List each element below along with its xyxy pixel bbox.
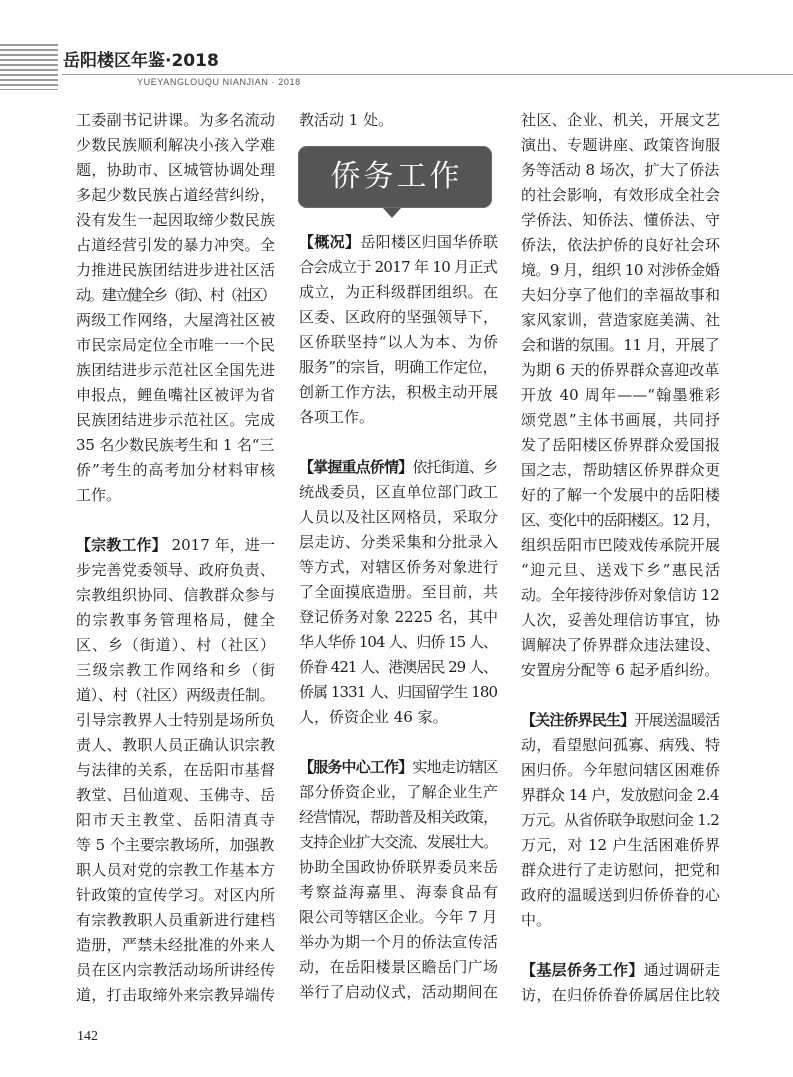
paragraph-heading: 【关注侨界民生】 — [521, 711, 635, 729]
text-line — [521, 958, 720, 983]
text-line — [521, 858, 720, 883]
text-line — [521, 308, 720, 333]
text-line — [299, 305, 498, 330]
line-text: 限公司等辖区企业。今年 7 月 — [299, 908, 498, 926]
line-text: 举行了启动仪式，活动期间在 — [299, 983, 498, 1001]
line-text: 民族团结进步示范社区。完成 — [76, 411, 275, 429]
line-text: 境。9 月，组织 10 对涉侨金婚 — [521, 261, 720, 279]
text-column-3 — [521, 108, 720, 1008]
line-text: 道）、村（社区）两级责任制。 — [76, 686, 275, 704]
line-text: 岳阳楼区归国华侨联 — [360, 233, 498, 251]
line-text: 好的了解一个发展中的岳阳楼 — [521, 486, 720, 504]
line-text: “迎元旦、送戏下乡”惠民活 — [521, 561, 720, 579]
text-line — [299, 680, 498, 705]
text-line — [521, 883, 720, 908]
line-text: 经营情况，帮助普及相关政策， — [299, 808, 498, 826]
text-line — [76, 758, 275, 783]
line-text: 市民宗局定位全市唯一一个民 — [76, 336, 275, 354]
text-line — [299, 905, 498, 930]
text-line — [76, 983, 275, 1008]
text-line — [521, 633, 720, 658]
line-text: 社区、企业、机关，开展文艺 — [521, 111, 720, 129]
text-line — [521, 533, 720, 558]
line-text: 教活动 1 处。 — [299, 111, 394, 129]
line-text: 界群众 14 户，发放慰问金 2.4 — [521, 786, 720, 804]
line-text: 访，在归侨侨眷侨属居住比较 — [521, 986, 720, 1004]
line-text: 协助全国政协侨联界委员来岳 — [299, 858, 498, 876]
text-line — [299, 780, 498, 805]
paragraph — [76, 533, 275, 1008]
line-text: 为期 6 天的侨界群众喜迎改革 — [521, 361, 720, 379]
text-line — [76, 658, 275, 683]
text-line — [76, 358, 275, 383]
line-text: 等方式，对辖区侨务对象进行 — [299, 558, 498, 576]
paragraph-heading: 【掌握重点侨情】 — [299, 458, 413, 476]
line-text: 演出、专题讲座、政策咨询服 — [521, 136, 720, 154]
line-text: 道，打击取缔外来宗教异端传 — [76, 986, 275, 1004]
line-text: 万元。从省侨联争取慰问金 1.2 — [521, 811, 720, 829]
text-line — [76, 733, 275, 758]
text-line — [521, 183, 720, 208]
line-text: 发了岳阳楼区侨界群众爱国报 — [521, 436, 720, 454]
line-text: 侨法，依法护侨的良好社会环 — [521, 236, 720, 254]
line-text: 国之志，帮助辖区侨界群众更 — [521, 461, 720, 479]
text-line — [76, 583, 275, 608]
paragraph — [299, 755, 498, 1005]
line-text: 区、乡（街道）、村（社区） — [76, 636, 275, 654]
text-line — [521, 583, 720, 608]
line-text: 两级工作网络，大屋湾社区被 — [76, 311, 275, 329]
text-line — [521, 408, 720, 433]
text-line — [299, 530, 498, 555]
line-text: 考察益海嘉里、海泰食品有 — [299, 883, 498, 901]
line-text: 实地走访辖区 — [412, 758, 498, 776]
text-line — [299, 455, 498, 480]
line-text: 申报点，鲤鱼嘴社区被评为省 — [76, 386, 275, 404]
text-line — [299, 705, 498, 730]
text-line — [76, 108, 275, 133]
text-line — [299, 405, 498, 430]
text-line — [521, 733, 720, 758]
line-text: 依托街道、乡 — [412, 458, 498, 476]
text-line — [76, 533, 275, 558]
line-text: 开放 40 周年——“翰墨雅彩 — [521, 386, 720, 404]
line-text: 阳市天主教堂、岳阳清真寺 — [76, 811, 275, 829]
text-line — [299, 980, 498, 1005]
line-text: 人员以及社区网格员，采取分 — [299, 508, 498, 526]
line-text: 侨属 1331 人、归国留学生 180 — [299, 683, 498, 701]
paragraph — [299, 108, 498, 133]
header-rule — [62, 74, 793, 75]
text-line — [76, 608, 275, 633]
paragraph-heading: 【基层侨务工作】 — [521, 961, 644, 979]
text-line — [76, 483, 275, 508]
text-line — [76, 633, 275, 658]
section-title-block — [299, 133, 498, 230]
line-text: 少数民族顺利解决小孩入学难 — [76, 136, 275, 154]
paragraph-heading: 【概况】 — [299, 233, 361, 251]
line-text: 35 名少数民族考生和 1 名“三 — [76, 436, 275, 454]
text-line — [299, 255, 498, 280]
line-text: 造册，严禁未经批准的外来人 — [76, 936, 275, 954]
paragraph — [521, 708, 720, 933]
text-line — [521, 983, 720, 1008]
text-line — [76, 433, 275, 458]
line-text: 动。全年接待涉侨对象信访 12 — [521, 586, 720, 604]
line-text: 群众进行了走访慰问，把党和 — [521, 861, 720, 879]
text-line — [76, 908, 275, 933]
line-text: 中。 — [521, 911, 552, 929]
line-text: 员在区内宗教活动场所讲经传 — [76, 961, 275, 979]
line-text: 占道经营引发的暴力冲突。全 — [76, 236, 275, 254]
paragraph-heading: 【服务中心工作】 — [299, 758, 413, 776]
paragraph-heading: 【宗教工作】 — [76, 536, 167, 554]
text-line — [299, 755, 498, 780]
line-text: 的社会影响，有效形成全社会 — [521, 186, 720, 204]
line-text: 人，侨资企业 46 家。 — [299, 708, 448, 726]
text-line — [521, 133, 720, 158]
text-line — [76, 883, 275, 908]
text-line — [521, 508, 720, 533]
text-line — [521, 783, 720, 808]
text-line — [76, 783, 275, 808]
text-line — [299, 830, 498, 855]
text-line — [76, 458, 275, 483]
line-text: 开展送温暖活 — [634, 711, 720, 729]
text-line — [299, 230, 498, 255]
text-line — [521, 833, 720, 858]
line-text: 困归侨。今年慰问辖区困难侨 — [521, 761, 720, 779]
text-line — [521, 108, 720, 133]
line-text: 族团结进步示范社区全国先进 — [76, 361, 275, 379]
text-line — [521, 908, 720, 933]
text-line — [299, 930, 498, 955]
text-line — [521, 358, 720, 383]
line-text: 多起少数民族占道经营纠纷， — [76, 186, 275, 204]
paragraph — [299, 230, 498, 430]
line-text: 工委副书记讲课。为多名流动 — [76, 111, 275, 129]
line-text: 教堂、吕仙道观、玉佛寺、岳 — [76, 786, 275, 804]
text-line — [521, 808, 720, 833]
text-line — [521, 333, 720, 358]
line-text: 服务”的宗旨，明确工作定位， — [299, 358, 498, 376]
line-text: 三级宗教工作网络和乡（街 — [76, 661, 275, 679]
text-line — [299, 880, 498, 905]
line-text: 有宗教教职人员重新进行建档 — [76, 911, 275, 929]
line-text: 颂党恩”主体书画展，共同抒 — [521, 411, 720, 429]
line-text: 等 5 个主要宗教场所，加强教 — [76, 836, 275, 854]
paragraph — [76, 108, 275, 508]
text-line — [521, 258, 720, 283]
section-title: 侨务工作 — [330, 159, 463, 194]
text-line — [76, 233, 275, 258]
paragraph — [521, 958, 720, 1008]
line-text: 创新工作方法，积极主动开展 — [299, 383, 498, 401]
line-text: 调解决了侨界群众违法建设、 — [521, 636, 720, 654]
line-text: 引导宗教界人士特别是场所负 — [76, 711, 275, 729]
line-text: 了全面摸底造册。至目前，共 — [299, 583, 498, 601]
text-line — [76, 858, 275, 883]
line-text: 层走访、分类采集和分批录入 — [299, 533, 498, 551]
line-text: 动。建立健全乡（街）、村（社区） — [76, 286, 275, 304]
text-line — [76, 283, 275, 308]
line-text: 题，协助市、区城管协调处理 — [76, 161, 275, 179]
line-text: 统战委员，区直单位部门政工 — [299, 483, 498, 501]
text-line — [76, 208, 275, 233]
header-stripes-decoration — [0, 44, 58, 90]
line-text: 与法律的关系，在岳阳市基督 — [76, 761, 275, 779]
line-text: 务等活动 8 场次，扩大了侨法 — [521, 161, 720, 179]
text-line — [76, 808, 275, 833]
text-line — [521, 158, 720, 183]
text-line — [76, 683, 275, 708]
text-line — [521, 758, 720, 783]
text-line — [299, 655, 498, 680]
text-line — [76, 558, 275, 583]
line-text: 安置房分配等 6 起矛盾纠纷。 — [521, 661, 720, 679]
text-line — [521, 608, 720, 633]
line-text: 人次，妥善处理信访事宜，协 — [521, 611, 720, 629]
line-text: 职人员对党的宗教工作基本方 — [76, 861, 275, 879]
text-line — [76, 408, 275, 433]
text-line — [299, 505, 498, 530]
line-text: 责人、教职人员正确认识宗教 — [76, 736, 275, 754]
text-line — [299, 630, 498, 655]
line-text: 区、变化中的岳阳楼区。12 月， — [521, 511, 720, 529]
line-text: 区委、区政府的坚强领导下， — [299, 308, 498, 326]
text-line — [76, 308, 275, 333]
line-text: 万元，对 12 户生活困难侨界 — [521, 836, 720, 854]
text-line — [76, 333, 275, 358]
running-header-title: 岳阳楼区年鉴·2018 — [63, 51, 219, 71]
text-line — [76, 383, 275, 408]
text-line — [299, 108, 498, 133]
running-header-subtitle: YUEYANGLOUQU NIANJIAN · 2018 — [137, 77, 301, 87]
text-line — [299, 555, 498, 580]
text-line — [76, 933, 275, 958]
text-line — [299, 480, 498, 505]
text-line — [299, 955, 498, 980]
line-text: 步完善党委领导、政府负责、 — [76, 561, 275, 579]
text-column-1 — [76, 108, 275, 1008]
line-text: 侨”考生的高考加分材料审核 — [76, 461, 275, 479]
section-title-box — [298, 146, 492, 208]
text-line — [299, 855, 498, 880]
line-text: 通过调研走 — [643, 961, 720, 979]
line-text: 各项工作。 — [299, 408, 375, 426]
line-text: 组织岳阳市巴陵戏传承院开展 — [521, 536, 720, 554]
line-text: 夫妇分享了他们的幸福故事和 — [521, 286, 720, 304]
text-line — [299, 805, 498, 830]
text-line — [76, 958, 275, 983]
text-line — [521, 208, 720, 233]
line-text: 成立，为正科级群团组织。在 — [299, 283, 498, 301]
text-line — [521, 658, 720, 683]
line-text: 合会成立于 2017 年 10 月正式 — [299, 258, 498, 276]
line-text: 政府的温暖送到归侨侨眷的心 — [521, 886, 720, 904]
line-text: 学侨法、知侨法、懂侨法、守 — [521, 211, 720, 229]
text-line — [521, 708, 720, 733]
line-text: 举办为期一个月的侨法宣传活 — [299, 933, 498, 951]
page-number: 142 — [77, 1029, 98, 1044]
text-line — [76, 183, 275, 208]
text-line — [299, 280, 498, 305]
line-text: 没有发生一起因取缔少数民族 — [76, 211, 275, 229]
line-text: 针政策的宣传学习。对区内所 — [76, 886, 275, 904]
text-line — [521, 483, 720, 508]
line-text: 力推进民族团结进步进社区活 — [76, 261, 275, 279]
line-text: 动，看望慰问孤寡、病残、特 — [521, 736, 720, 754]
text-line — [76, 708, 275, 733]
paragraph — [299, 455, 498, 730]
line-text: 部分侨资企业，了解企业生产 — [299, 783, 498, 801]
text-column-2 — [299, 108, 498, 1005]
text-line — [76, 833, 275, 858]
text-line — [299, 580, 498, 605]
text-line — [76, 133, 275, 158]
text-line — [76, 158, 275, 183]
line-text: 工作。 — [76, 486, 122, 504]
text-line — [521, 558, 720, 583]
text-line — [299, 380, 498, 405]
line-text: 宗教组织协同、信教群众参与 — [76, 586, 275, 604]
paragraph — [521, 108, 720, 683]
line-text: 的宗教事务管理格局，健全 — [76, 611, 275, 629]
text-line — [299, 355, 498, 380]
line-text: 华人华侨 104 人、归侨 15 人、 — [299, 633, 498, 651]
line-text: 动，在岳阳楼景区瞻岳门广场 — [299, 958, 498, 976]
line-text: 侨眷 421 人、港澳居民 29 人、 — [299, 658, 498, 676]
text-line — [521, 233, 720, 258]
text-line — [76, 258, 275, 283]
line-text: 2017 年，进一 — [166, 536, 275, 554]
line-text: 家风家训，营造家庭美满、社 — [521, 311, 720, 329]
text-line — [521, 433, 720, 458]
text-line — [299, 605, 498, 630]
line-text: 支持企业扩大交流、发展壮大。 — [299, 833, 498, 851]
text-line — [299, 330, 498, 355]
line-text: 登记侨务对象 2225 名，其中 — [299, 608, 498, 626]
line-text: 会和谐的氛围。11 月，开展了 — [521, 336, 720, 354]
text-line — [521, 283, 720, 308]
text-line — [521, 458, 720, 483]
text-line — [521, 383, 720, 408]
line-text: 区侨联坚持“以人为本、为侨 — [299, 333, 498, 351]
